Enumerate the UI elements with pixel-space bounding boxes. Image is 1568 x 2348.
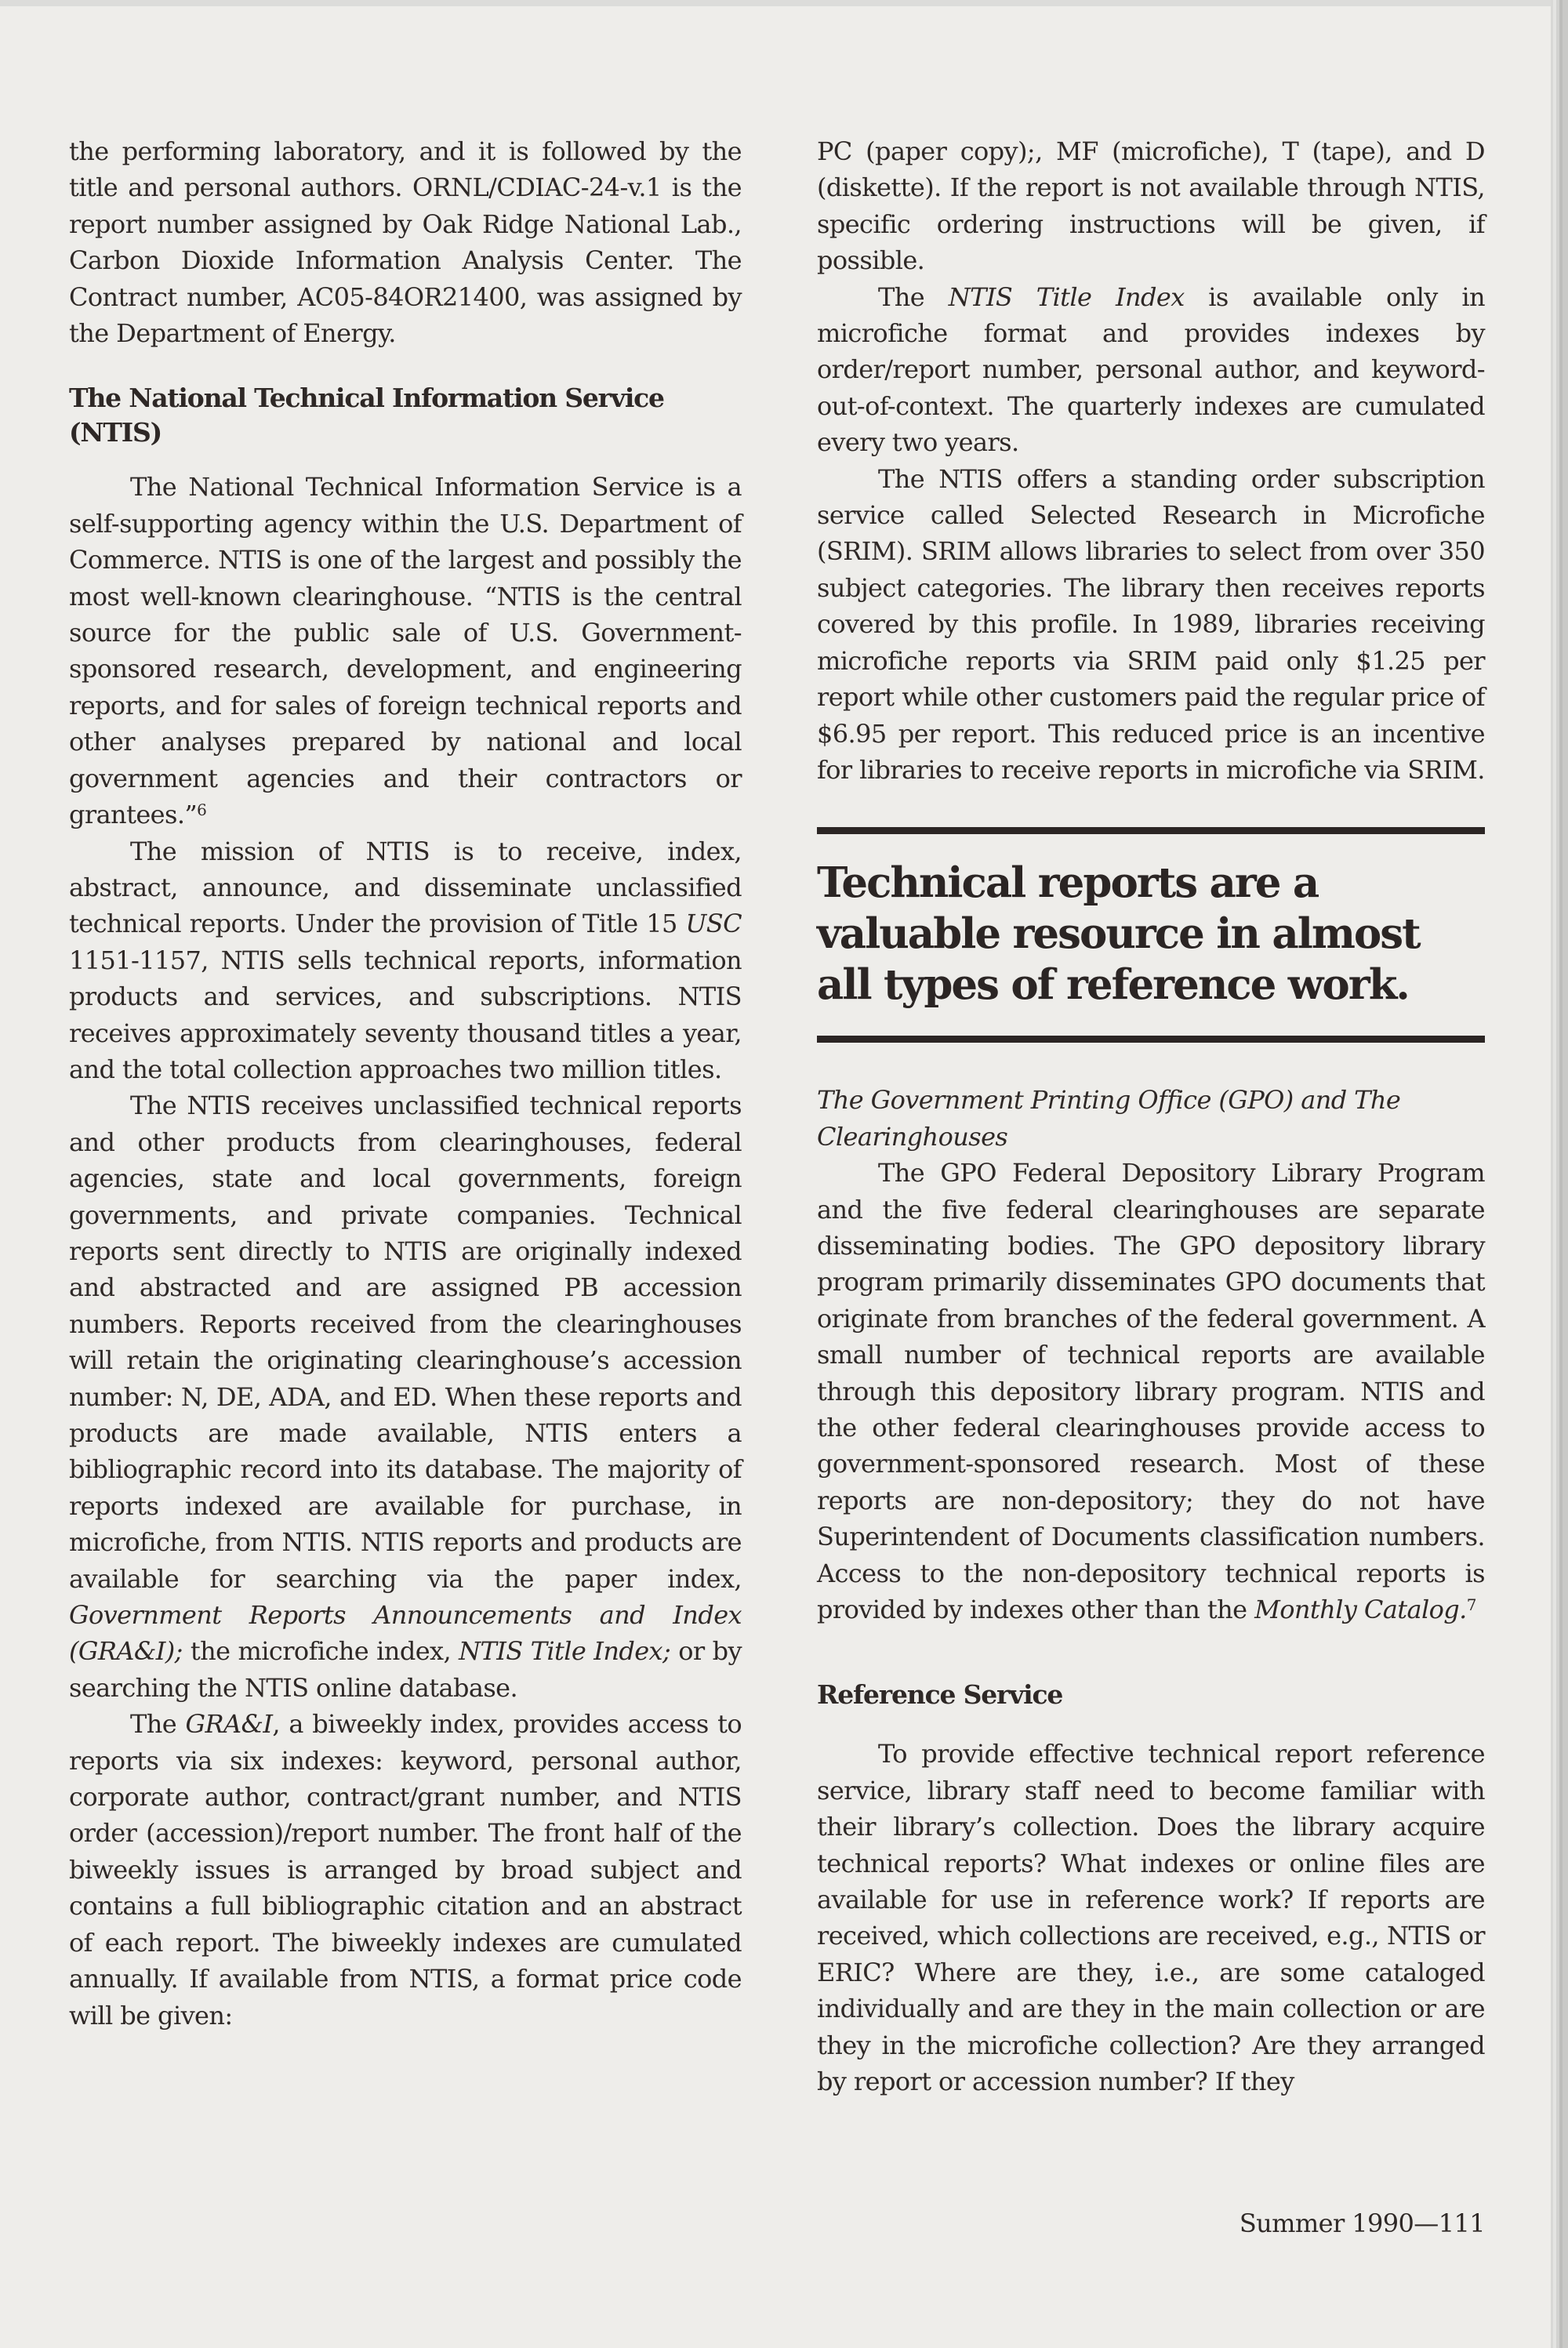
pull-quote-text: Technical reports are a valuable resource in almost all types of reference work. [817, 858, 1420, 1010]
gpo-text: The GPO Federal Depository Library Program and the five federal clearinghouses are separate disseminating bodies. The GPO depository library program primarily disseminates GPO documents that originate from branches of the federal government. A small number of technical reports are available through this depository library program. NTIS and the other federal clearinghouses provide access to government-sponsored research. Most of these reports are non-depository; they do not have Superintendent of Documents classification numbers. Access to the non-depository technical reports is provided by indexes other than the [817, 1158, 1485, 1624]
footnote-ref-7[interactable]: 7 [1466, 1595, 1476, 1614]
paragraph-ntis-intro [69, 469, 742, 833]
monthly-catalog-italic: Monthly Catalog. [1254, 1595, 1467, 1624]
section-heading-gpo: The Government Printing Office (GPO) and The Clearinghouses [817, 1085, 1401, 1152]
mission-text-b: 1151-1157, NTIS sells technical reports, information products and services, and subscriptions. NTIS receives approximately seventy thousand titles a year, and the total collection approaches two million titles. [69, 945, 742, 1084]
paragraph-gra-index [69, 1706, 742, 2034]
paragraph-reference-service: To provide effective technical report reference service, library staff need to become familiar with their library’s collection. Does the library acquire technical reports? What indexes or online files are available for use in reference work? If reports are received, which collections are received, e.g., NTIS or ERIC? Where are they, i.e., are some cataloged individually and are they in the main collection or are they in the microfiche collection? Are they arranged by report or accession number? If they [817, 1739, 1485, 2097]
paragraph-srim: The NTIS offers a standing order subscription service called Selected Research in Microfiche (SRIM). SRIM allows libraries to select from over 350 subject categories. The library then receives reports covered by this profile. In 1989, libraries receiving microfiche reports via SRIM paid only $1.25 per report while other customers paid the regular price of $6.95 per report. This reduced price is an incentive for libraries to receive reports in microfiche via SRIM. [817, 463, 1485, 785]
receives-text-a: The NTIS receives unclassified technical reports and other products from clearinghouses, federal agencies, state and local governments, foreign governments, and private companies. Technical reports sent directly to NTIS are originally indexed and abstracted and are assigned PB accession numbers. Reports received from the clearinghouses will retain the originating clearinghouse’s accession number: N, DE, ADA, and ED. When these reports and products are made available, NTIS enters a bibliographic record into its database. The majority of reports indexed are available for purchase, in microfiche, from NTIS. NTIS reports and products are available for searching via the paper index, [69, 1091, 742, 1594]
gra-text-b: , a biweekly index, provides access to reports via six indexes: keyword, personal author, corporate author, contract/grant number, and NTIS order (accession)/report number. The front half of the biweekly issues is arranged by broad subject and contains a full bibliographic citation and an abstract of each report. The biweekly indexes are cumulated annually. If available from NTIS, a format price code will be given: [69, 1709, 742, 2030]
usc-italic: USC [685, 909, 742, 939]
footnote-ref-6[interactable]: 6 [197, 800, 207, 820]
title-index-text-b: is available only in microfiche format and provides indexes by order/report number, personal author, and keyword-out-of-context. The quarterly indexes are cumulated every two years. [817, 281, 1485, 458]
right-column [817, 133, 1485, 2099]
page-folio: Summer 1990—111 [1239, 2208, 1485, 2238]
gra-text-a: The [130, 1709, 186, 1740]
receives-text-b: the microfiche index, [182, 1636, 459, 1667]
section-heading-ntis: The National Technical Information Service (NTIS) [69, 383, 664, 448]
paragraph-price-codes: PC (paper copy);, MF (microfiche), T (tape), and D (diskette). If the report is not available through NTIS, specific ordering instructions will be given, if possible. [817, 136, 1485, 276]
section-heading-reference-service: Reference Service [817, 1679, 1063, 1711]
paragraph-report-number: the performing laboratory, and it is followed by the title and personal authors. ORNL/CDIAC-24-v.1 is the report number assigned by Oak Ridge National Lab., Carbon Dioxide Information Analysis Center. The Contract number, AC05-84OR21400, was assigned by the Department of Energy. [69, 136, 742, 349]
ntis-intro-text: The National Technical Information Service is a self-supporting agency within the U.S. Department of Commerce. NTIS is one of the largest and possibly the most well-known clearinghouse. “NTIS is the central source for the public sale of U.S. Government-sponsored research, development, and engineering reports, and for sales of foreign technical reports and other analyses prepared by national and local government agencies and their contractors or grantees.” [69, 472, 742, 830]
mission-text-a: The mission of NTIS is to receive, index, abstract, announce, and disseminate unclassified technical reports. Under the provision of Title 15 [69, 836, 742, 939]
gra-abbrev-italic: GRA&I [185, 1709, 273, 1740]
gra-title-italic: Government Reports Announcements and Index (GRA&I); [69, 1600, 742, 1667]
paragraph-title-index [817, 279, 1485, 461]
page-top-edge [0, 0, 1551, 6]
title-index-italic: NTIS Title Index; [459, 1636, 671, 1667]
title-index-text-a: The [878, 281, 949, 312]
pull-quote [817, 827, 1485, 1043]
paragraph-ntis-receives [69, 1087, 742, 1706]
receives-text-c: or by searching the NTIS online database. [69, 1636, 742, 1703]
paragraph-ntis-mission [69, 833, 742, 1088]
left-column [69, 133, 742, 2034]
title-index-name-italic: NTIS Title Index [948, 281, 1185, 312]
paragraph-gpo [817, 1155, 1485, 1628]
